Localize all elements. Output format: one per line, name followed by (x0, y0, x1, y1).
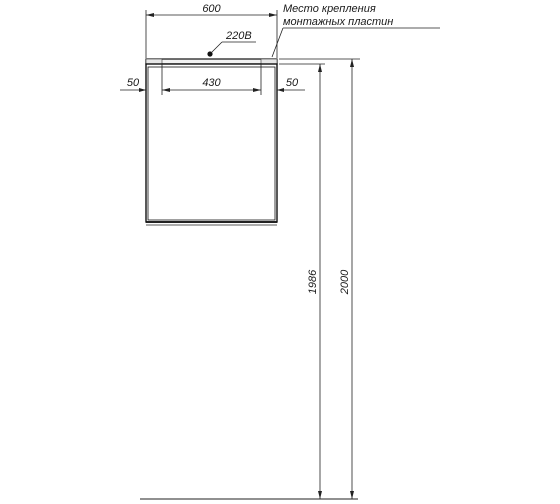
width-dimension-600 (146, 3, 277, 58)
mounting-label-line2: монтажных пластин (283, 16, 394, 28)
left-margin-50-label: 50 (126, 77, 140, 89)
width-600-label: 600 (202, 3, 221, 15)
height-1986-label: 1986 (307, 269, 319, 295)
mounting-plate-right (261, 59, 277, 64)
power-outlet-marker (207, 30, 256, 57)
cabinet-top-rail (146, 59, 277, 64)
inner-width-430-label: 430 (202, 77, 221, 89)
mounting-annotation (272, 3, 440, 57)
height-2000-label: 2000 (339, 269, 351, 295)
mounting-plate-left (146, 59, 162, 64)
mounting-label-line1: Место крепления (283, 3, 376, 15)
cabinet-height-dimension-1986 (279, 64, 325, 499)
power-label-220v: 220В (226, 30, 252, 42)
right-margin-50-label: 50 (285, 77, 299, 89)
total-height-dimension-2000 (279, 59, 360, 499)
